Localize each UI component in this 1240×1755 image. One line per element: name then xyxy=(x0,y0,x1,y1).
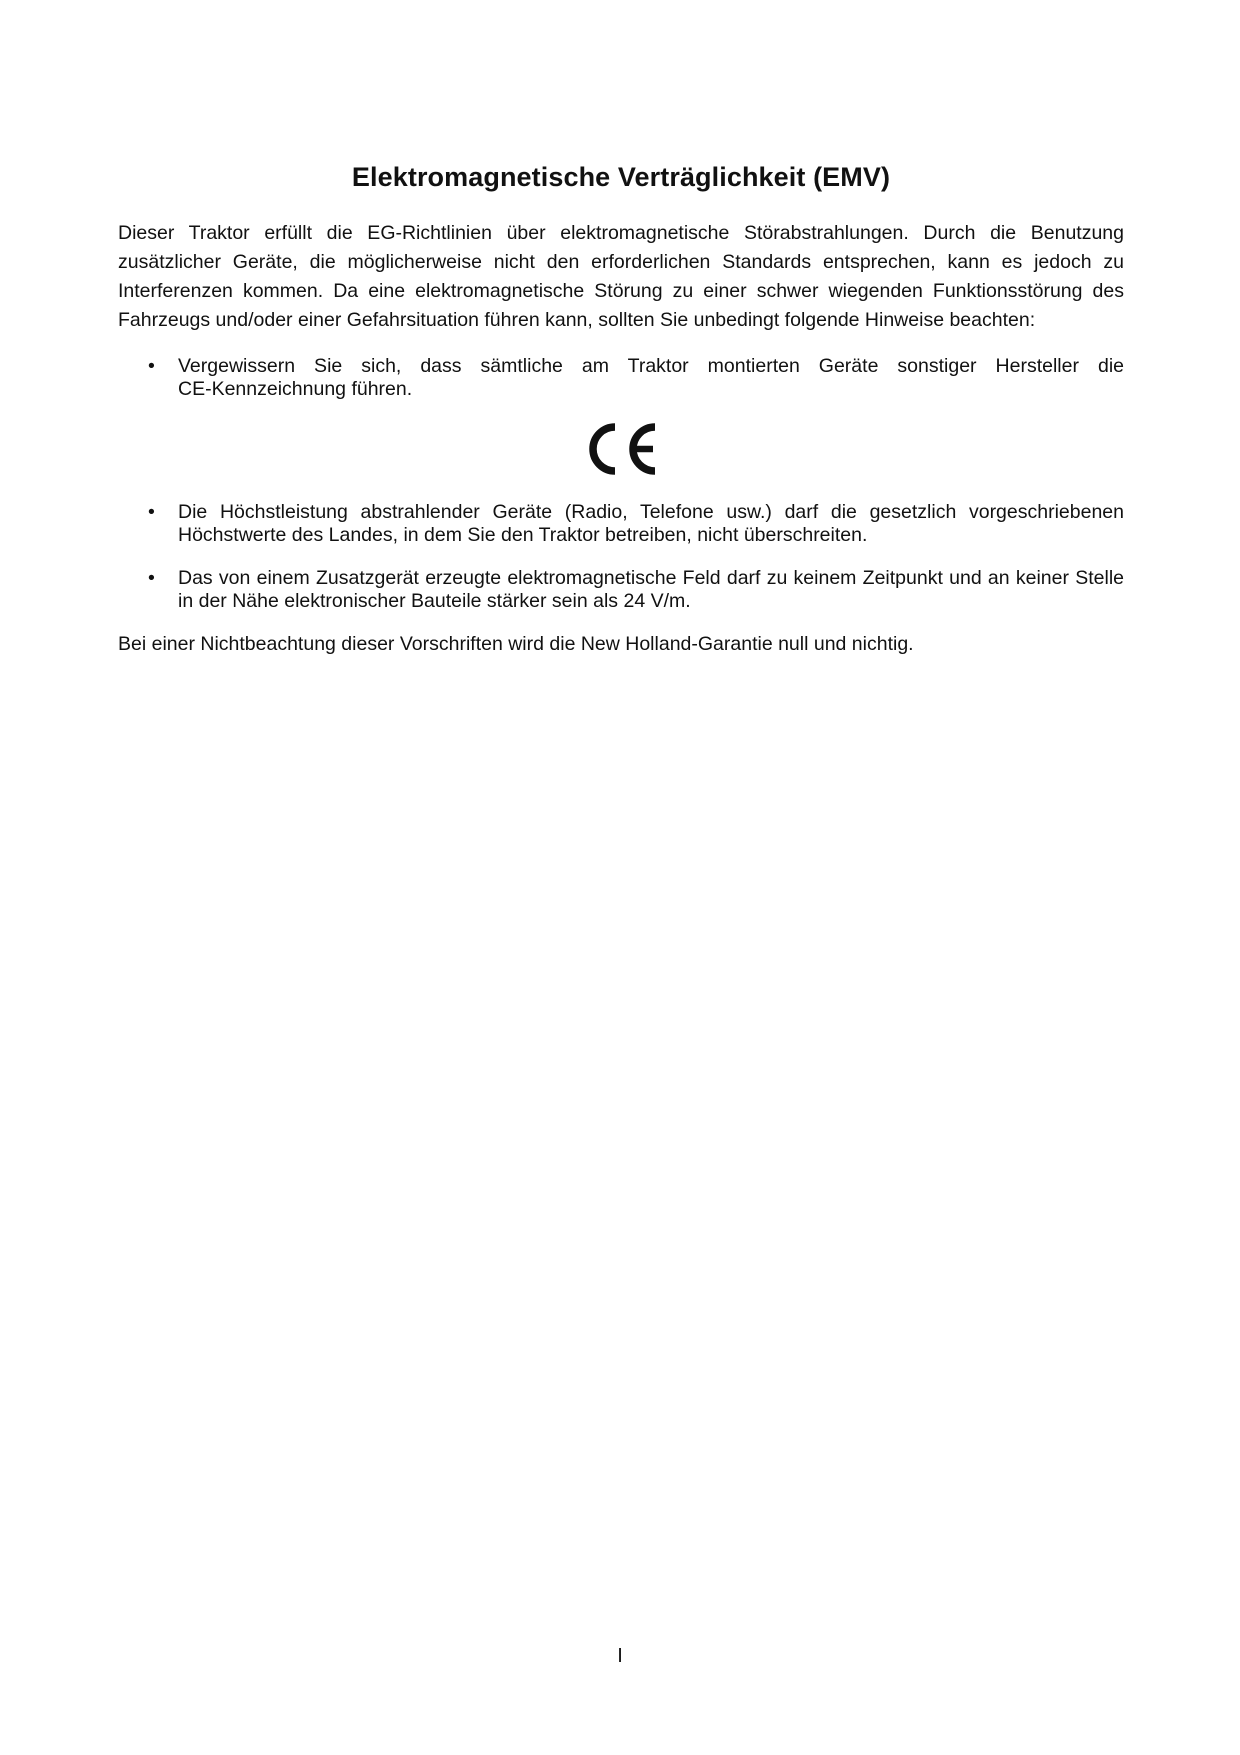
intro-paragraph: Dieser Traktor erfüllt die EG‑Richtlinien über elektromagnetische Störabstrahlungen. Durch die Benutzung zusätzlicher Geräte, die möglicherweise nicht den erforderlichen Standards entsprechen, kann es jedoch zu Interferenzen kommen. Da eine elektromagnetische Störung zu einer schwer wiegenden Funktionsstörung des Fahrzeugs und/oder einer Gefahrsituation führen kann, sollten Sie unbedingt folgende Hinweise beachten: xyxy=(118,222,1124,331)
bullet-marker: • xyxy=(148,567,155,589)
list-item xyxy=(118,501,1124,547)
closing-paragraph: Bei einer Nichtbeachtung dieser Vorschriften wird die New Holland‑Garantie null und nichtig. xyxy=(118,633,914,655)
bullet-marker: • xyxy=(148,501,155,523)
list-item-text: Vergewissern Sie sich, dass sämtliche am Traktor montierten Geräte sonstiger Hersteller die CE‑Kennzeichnung führen. xyxy=(178,355,1124,400)
ce-mark xyxy=(118,419,1124,479)
list-item xyxy=(118,567,1124,613)
document-page xyxy=(118,150,1124,656)
list-item xyxy=(118,355,1124,401)
bullet-marker: • xyxy=(148,355,155,377)
list-item-text: Das von einem Zusatzgerät erzeugte elektromagnetische Feld darf zu keinem Zeitpunkt und an keiner Stelle in der Nähe elektronischer Bauteile stärker sein als 24 V/m. xyxy=(178,567,1124,612)
notice-list-continued xyxy=(118,501,1124,613)
notice-list xyxy=(118,355,1124,401)
page-title: Elektromagnetische Verträglichkeit (EMV) xyxy=(351,162,891,192)
list-item-text: Die Höchstleistung abstrahlender Geräte (Radio, Telefone usw.) darf die gesetzlich vorgeschriebenen Höchstwerte des Landes, in dem Sie den Traktor betreiben, nicht überschreiten. xyxy=(178,501,1124,546)
page-number: I xyxy=(617,1645,623,1667)
ce-mark-icon xyxy=(581,419,661,479)
